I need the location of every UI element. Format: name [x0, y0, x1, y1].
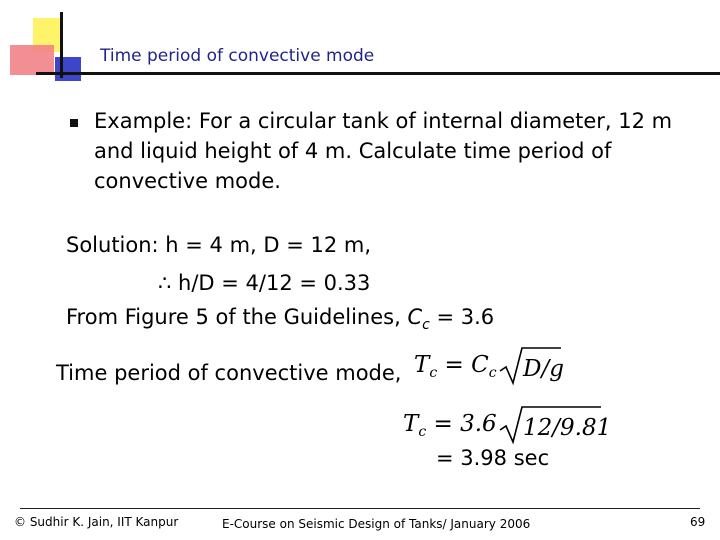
formula-1-radicand: D/g	[522, 356, 564, 382]
bullet-square-icon	[70, 119, 78, 127]
formula-2-coef: 3.6	[460, 411, 497, 437]
formula-2-equals: =	[426, 411, 461, 437]
formula-1-lhs: T	[414, 352, 430, 378]
decor-vertical-line	[60, 12, 63, 78]
formula-2-lhs: T	[403, 411, 419, 437]
formula-2-lhs-sub: c	[418, 424, 427, 440]
cc-symbol: C	[407, 305, 423, 329]
cc-subscript: c	[422, 317, 430, 334]
footer-course: E-Course on Seismic Design of Tanks/ January 2006	[222, 517, 531, 531]
formula-1-coef: C	[471, 352, 489, 378]
decor-red-square	[10, 45, 54, 75]
solution-line-3-prefix: From Figure 5 of the Guidelines,	[66, 305, 408, 329]
result-text: = 3.98 sec	[436, 446, 550, 470]
formula-general	[414, 345, 564, 387]
footer-divider	[20, 508, 700, 509]
formula-1-coef-sub: c	[488, 365, 497, 381]
formula-numeric	[403, 404, 611, 446]
formula-2-radicand: 12/9.81	[522, 415, 611, 441]
page-number: 69	[690, 515, 706, 529]
formula-1-lhs-sub: c	[429, 365, 438, 381]
footer-copyright: © Sudhir K. Jain, IIT Kanpur	[14, 515, 179, 529]
solution-line-2: ∴ h/D = 4/12 = 0.33	[158, 271, 371, 295]
formula-1-sqrt	[499, 345, 564, 387]
slide-title: Time period of convective mode	[100, 46, 375, 66]
formula-1-equals: =	[437, 352, 472, 378]
formula-2-sqrt	[499, 404, 611, 446]
example-text: Example: For a circular tank of internal diameter, 12 m and liquid height of 4 m. Calculate time period of convective mode.	[94, 109, 673, 193]
solution-line-1: Solution: h = 4 m, D = 12 m,	[66, 233, 372, 257]
solution-line-4: Time period of convective mode,	[56, 361, 402, 385]
decor-blue-square	[55, 57, 81, 81]
solution-line-3-suffix: = 3.6	[429, 305, 495, 329]
solution-line-3	[66, 302, 494, 340]
title-underline	[36, 72, 720, 75]
